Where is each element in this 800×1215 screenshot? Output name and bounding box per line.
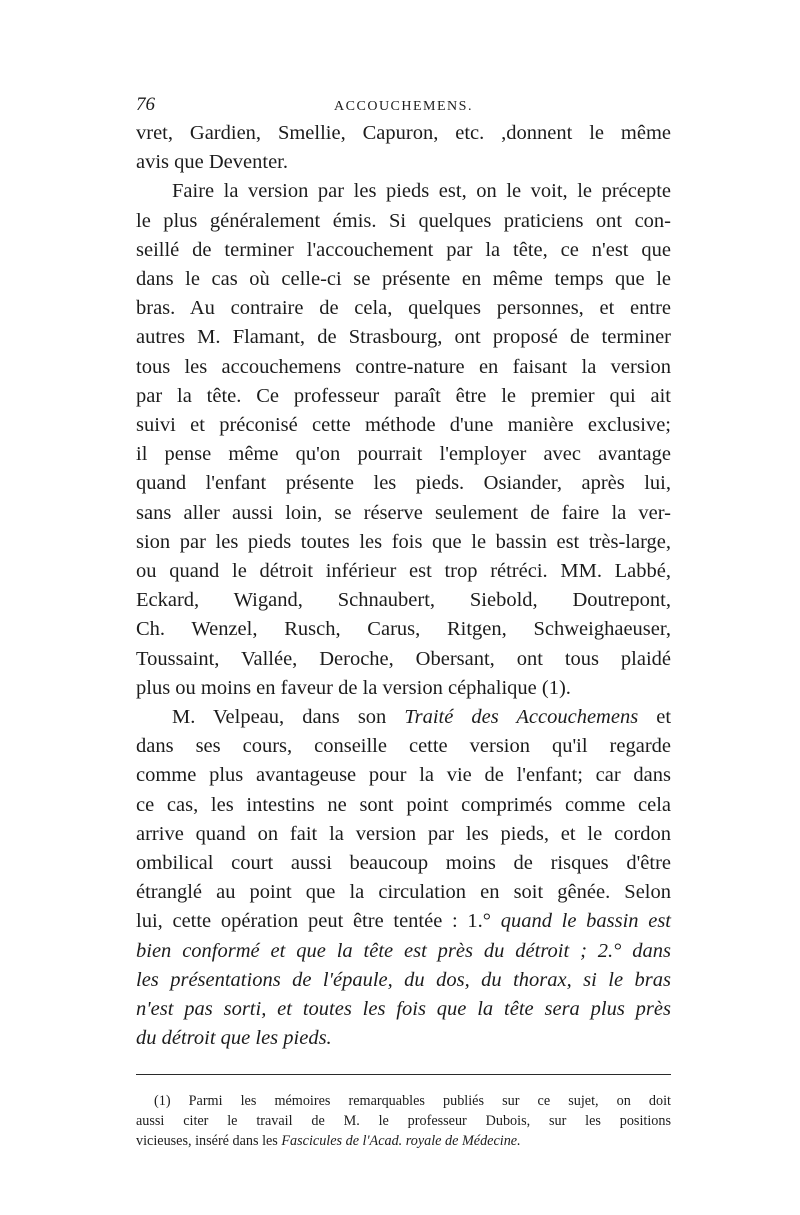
text-line: Toussaint, Vallée, Deroche, Obersant, ont tous plaidé [136, 647, 671, 670]
running-head: ACCOUCHEMENS. [334, 99, 473, 114]
text-line: suivi et préconisé cette méthode d'une manière exclusive; [136, 414, 671, 437]
footnote [136, 1091, 671, 1151]
text-line: sion par les pieds toutes les fois que le bassin est très-large, [136, 530, 671, 553]
text-line: dans le cas où celle-ci se présente en même temps que le [136, 268, 671, 291]
text-line: ou quand le détroit inférieur est trop rétréci. MM. Labbé, [136, 560, 671, 583]
text-line: quand l'enfant présente les pieds. Osiander, après lui, [136, 472, 671, 495]
text-line: plus ou moins en faveur de la version céphalique (1). [136, 676, 571, 699]
text-line: le plus généralement émis. Si quelques praticiens ont con- [136, 209, 671, 232]
text-line: seillé de terminer l'accouchement par la tête, ce n'est que [136, 238, 671, 261]
text-line: sans aller aussi loin, se réserve seulement de faire la ver- [136, 501, 671, 524]
footnote-divider [136, 1074, 671, 1075]
book-title: Traité des Accouchemens [404, 706, 639, 729]
text-segment: et [656, 706, 672, 729]
italic-segment: quand le bassin est [500, 910, 672, 933]
body-text [136, 119, 671, 1054]
text-line: ombilical court aussi beaucoup moins de risques d'être [136, 852, 671, 875]
text-line: arrive quand on fait la version par les pieds, et le cordon [136, 822, 671, 845]
text-line: tous les accouchemens contre-nature en faisant la version [136, 355, 671, 378]
text-line: bras. Au contraire de cela, quelques personnes, et entre [136, 297, 671, 320]
text-line: avis que Deventer. [136, 151, 288, 174]
text-line: Eckard, Wigand, Schnaubert, Siebold, Doutrepont, [136, 589, 671, 612]
text-line: autres M. Flamant, de Strasbourg, ont proposé de terminer [136, 326, 671, 349]
text-line: du détroit que les pieds. [136, 1027, 332, 1050]
text-segment: lui, cette opération peut être tentée : 1.° [136, 910, 491, 933]
page-number: 76 [136, 94, 155, 115]
text-line: vret, Gardien, Smellie, Capuron, etc. ,donnent le même [136, 122, 671, 144]
text-line: les présentations de l'épaule, du dos, du thorax, si le bras [136, 968, 671, 991]
text-line: n'est pas sorti, et toutes les fois que la tête sera plus près [136, 998, 671, 1021]
text-line [136, 907, 671, 936]
book-page [136, 92, 671, 1151]
page-header [136, 92, 671, 118]
text-line: Faire la version par les pieds est, on le voit, le précepte [172, 180, 671, 203]
text-line: il pense même qu'on pourrait l'employer avec avantage [136, 443, 671, 466]
text-segment: M. Velpeau, dans son [172, 706, 387, 729]
publication-title: Fascicules de l'Acad. royale de Médecine. [281, 1132, 521, 1149]
text-line: comme plus avantageuse pour la vie de l'enfant; car dans [136, 764, 671, 787]
text-line [136, 703, 671, 732]
text-line: bien conformé et que la tête est près du détroit ; 2.° dans [136, 939, 671, 962]
footnote-line: (1) Parmi les mémoires remarquables publiés sur ce sujet, on doit [154, 1092, 671, 1109]
text-line: par la tête. Ce professeur paraît être le premier qui ait [136, 384, 671, 407]
footnote-segment: vicieuses, inséré dans les [136, 1132, 278, 1149]
footnote-line: aussi citer le travail de M. le professeur Dubois, sur les positions [136, 1112, 671, 1129]
text-line: dans ses cours, conseille cette version qu'il regarde [136, 735, 671, 758]
text-line: ce cas, les intestins ne sont point comprimés comme cela [136, 793, 671, 816]
text-line: Ch. Wenzel, Rusch, Carus, Ritgen, Schweighaeuser, [136, 618, 671, 641]
text-line: étranglé au point que la circulation en soit gênée. Selon [136, 881, 671, 904]
footnote-line [136, 1131, 671, 1151]
